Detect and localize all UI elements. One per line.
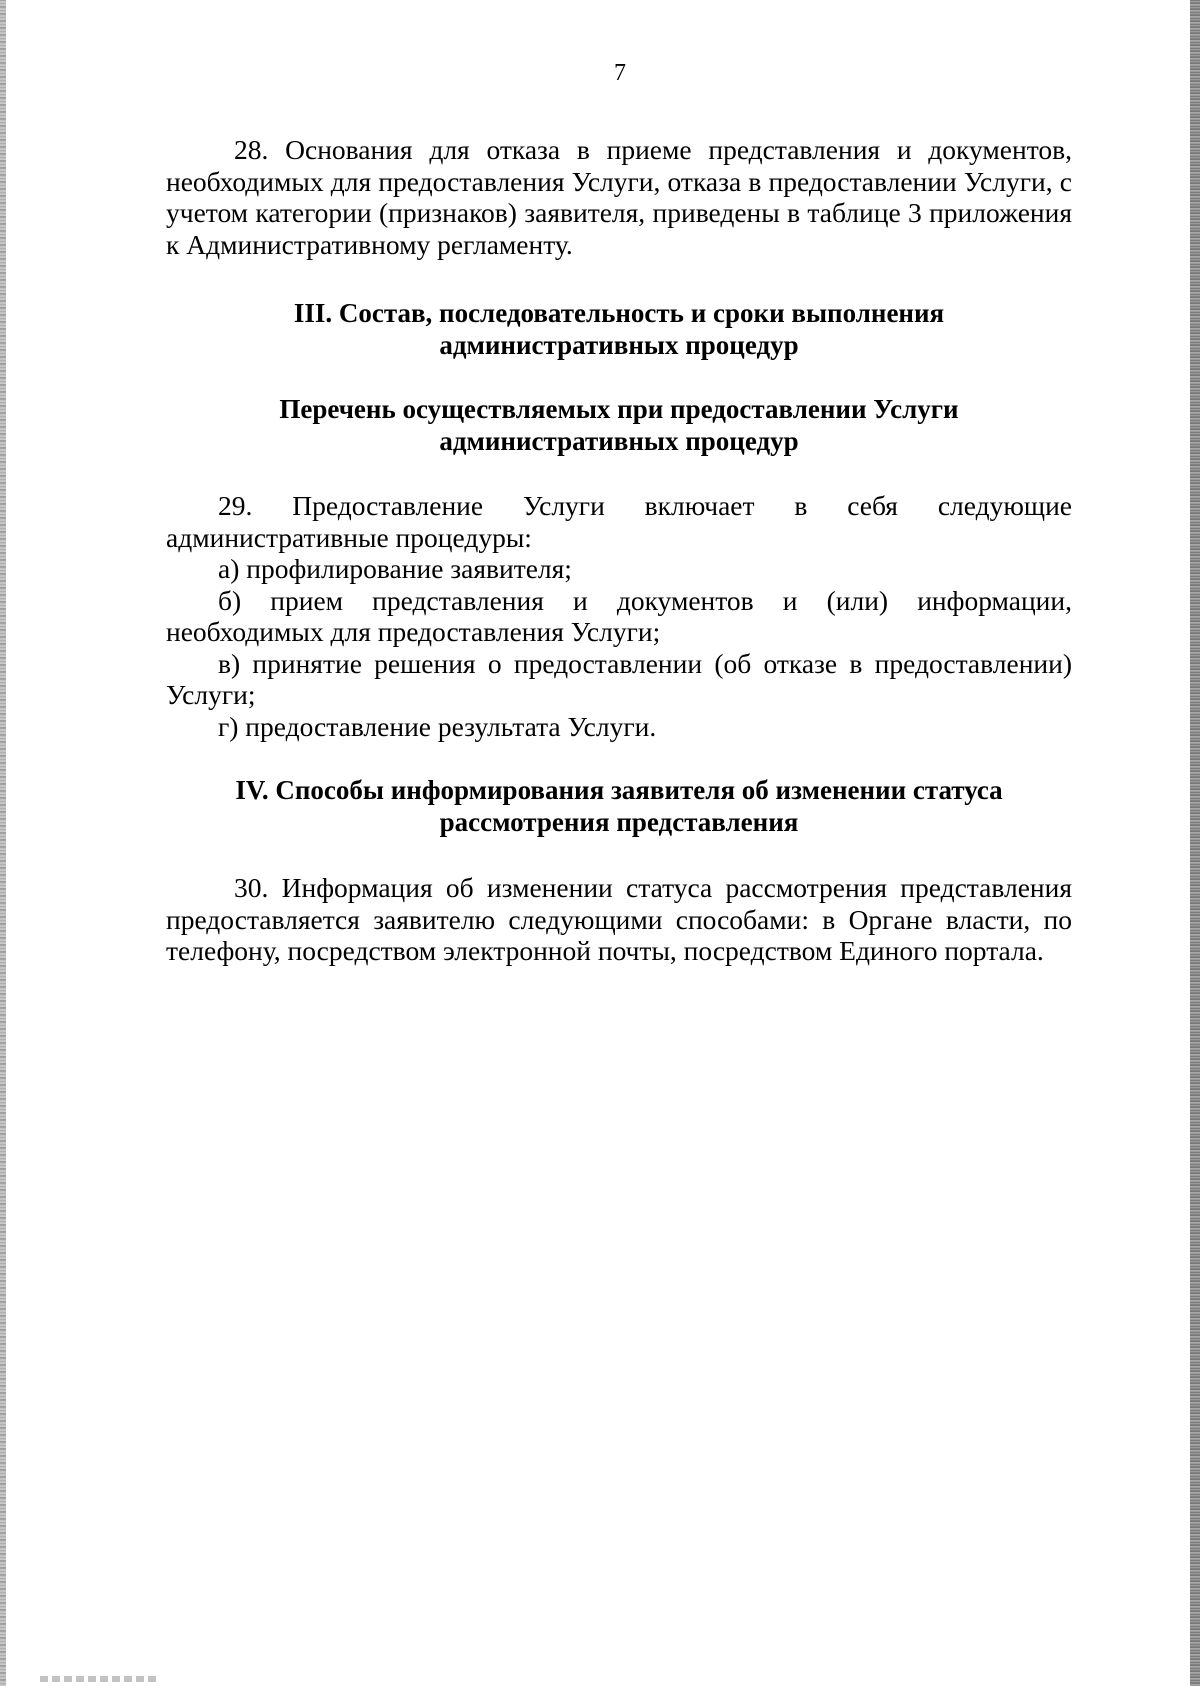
paragraph-29-item-b: б) прием представления и документов и (или) информации, необходимых для предоставления Услуги; <box>166 584 1072 647</box>
scan-edge-left <box>0 0 6 1686</box>
scan-edge-right <box>1190 0 1200 1686</box>
paragraph-29-item-g: г) предоставление результата Услуги. <box>218 710 657 742</box>
paragraph-28: 28. Основания для отказа в приеме представления и документов, необходимых для предоставления Услуги, отказа в предоставлении Услуги, с учетом категории (признаков) заявителя, приведены в таблице 3 приложения к Административному регламенту. <box>166 134 1072 260</box>
section-4-heading-line-2: рассмотрения представления <box>439 807 799 837</box>
section-3-heading-line-1: III. Состав, последовательность и сроки выполнения <box>293 298 945 328</box>
scan-corner-mark <box>40 1676 160 1682</box>
document-body <box>166 134 1072 967</box>
procedures-list-heading-line-1: Перечень осуществляемых при предоставлении Услуги <box>279 394 959 424</box>
section-3-heading-line-2: административных процедур <box>439 330 799 360</box>
paragraph-29-item-v: в) принятие решения о предоставлении (об отказе в предоставлении) Услуги; <box>166 647 1072 710</box>
page-number: 7 <box>614 60 626 86</box>
procedures-list-heading-line-2: административных процедур <box>439 426 799 456</box>
section-4-heading-line-1: IV. Способы информирования заявителя об изменении статуса <box>235 775 1003 805</box>
paragraph-29: 29. Предоставление Услуги включает в себя следующие административные процедуры: <box>166 490 1072 553</box>
paragraph-30: 30. Информация об изменении статуса рассмотрения представления предоставляется заявителю следующими способами: в Органе власти, по телефону, посредством электронной почты, посредством Единого портала. <box>166 872 1072 966</box>
section-4-heading <box>166 774 1072 838</box>
procedures-list-heading <box>166 393 1072 457</box>
paragraph-29-item-a: а) профилирование заявителя; <box>218 553 572 584</box>
section-3-heading <box>166 297 1072 361</box>
